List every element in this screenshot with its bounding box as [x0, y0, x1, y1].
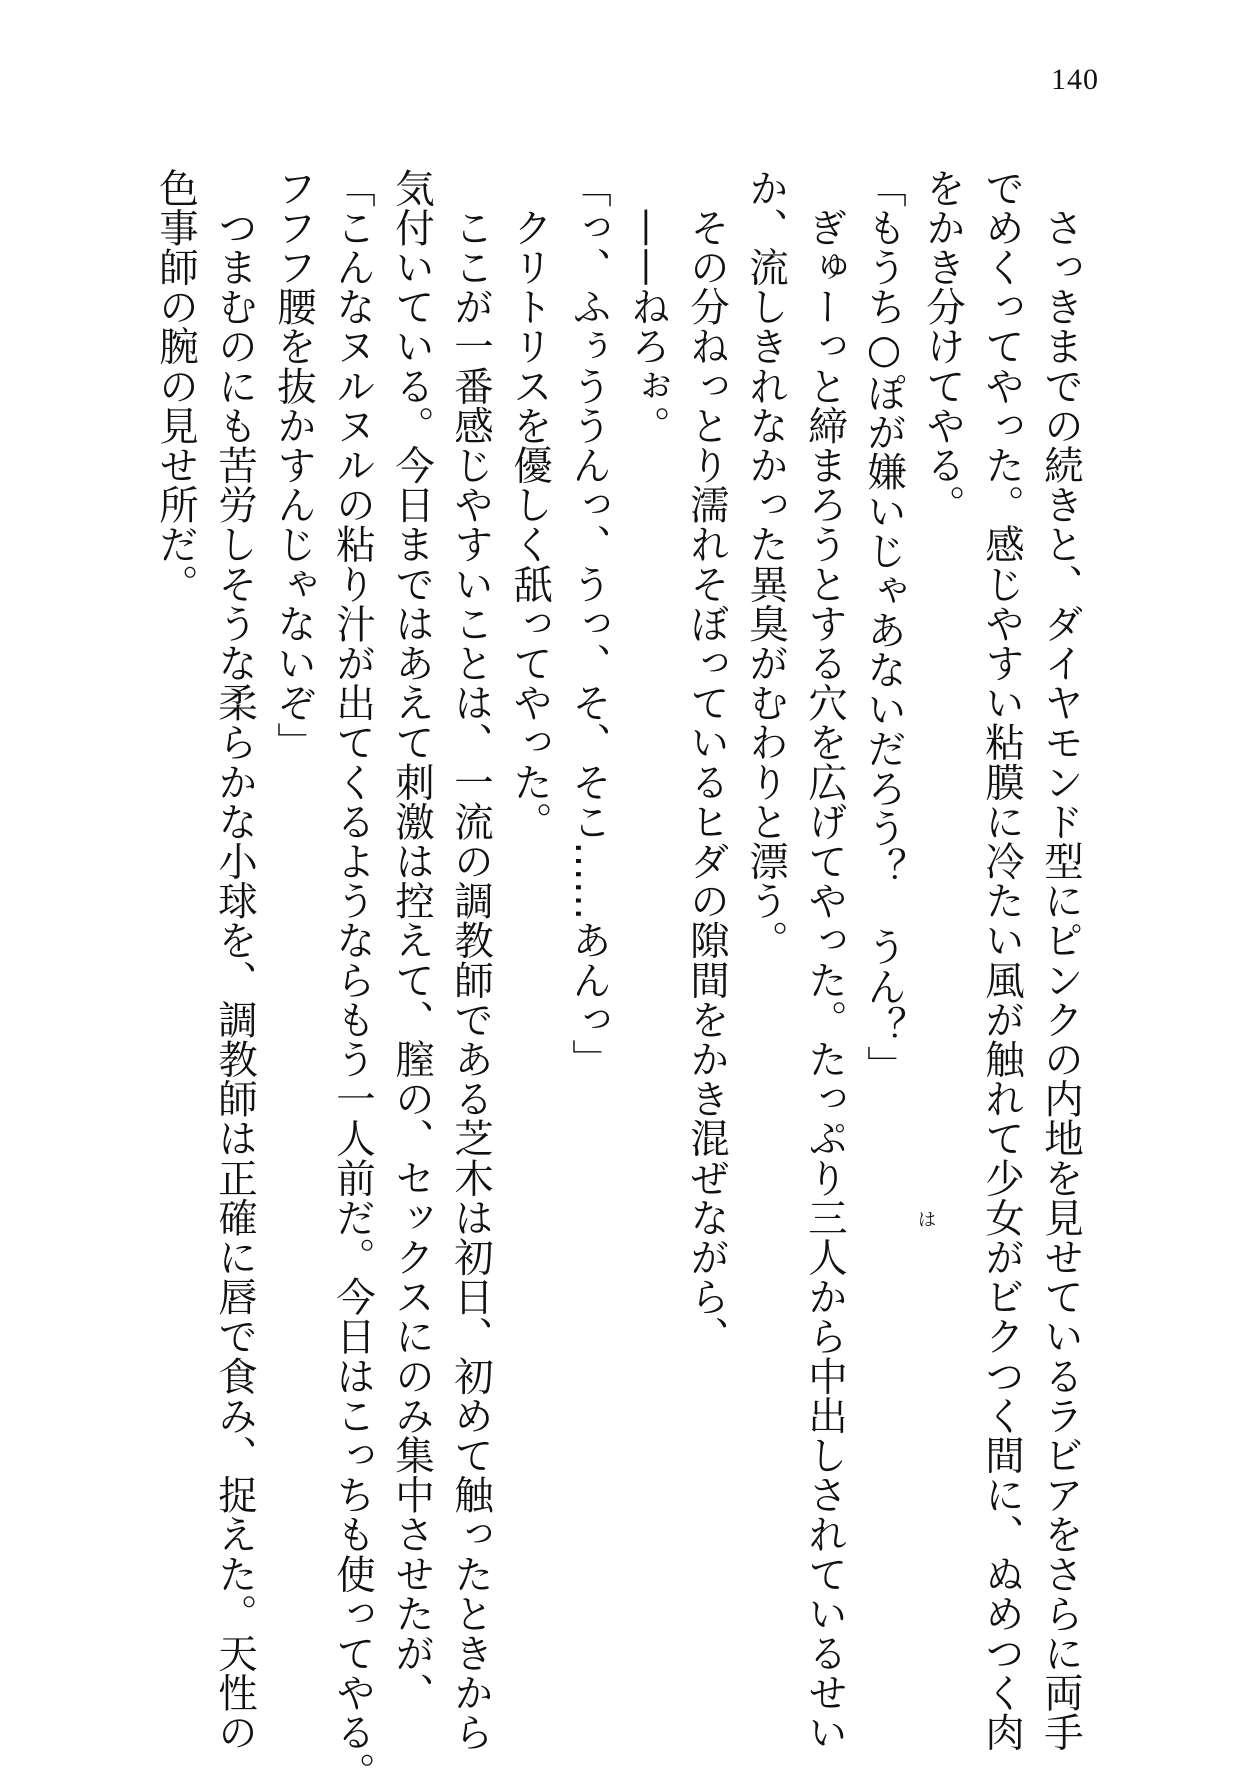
- text-line: か、流しきれなかった異臭がむわりと漂う。: [743, 168, 789, 960]
- text-line: 「もうち○ぽが嫌いじゃあないだろう？ うん？」: [861, 168, 907, 1086]
- text-line: をかき分けてやる。: [920, 168, 966, 525]
- text-line: ——ねろぉ。: [625, 168, 671, 446]
- text-line: フフフ腰を抜かすんじゃないぞ」: [271, 168, 317, 762]
- text-line: でめくってやった。感じやすい粘膜に冷たい風が触れて少女がビクつく間に、ぬめつく肉: [979, 168, 1025, 1752]
- ruby-annotation: は: [918, 1210, 936, 1231]
- vertical-text-body: [153, 168, 1090, 1792]
- text-line: 「っ、ふぅううんっ、うっ、そ、そこ……あんっ」: [566, 168, 612, 1079]
- text-line: つまむのにも苦労しそうな柔らかな小球を、調教師は正確に唇で食み、捉えた。天性の: [212, 168, 258, 1752]
- text-line: その分ねっとり濡れそぼっているヒダの隙間をかき混ぜながら、: [684, 168, 730, 1356]
- text-line: 「こんなヌルヌルの粘り汁が出てくるようならもう一人前だ。今日はこっちも使ってやる。: [330, 168, 376, 1792]
- text-line: ここが一番感じやすいことは、一流の調教師である芝木は初日、初めて触ったときから: [448, 168, 494, 1752]
- text-line: 気付いている。今日まではあえて刺激は控えて、膣の、セックスにのみ集中させたが、: [389, 168, 435, 1713]
- text-line: ぎゅーっと締まろうとする穴を広げてやった。たっぷり三人から中出しされているせい: [802, 168, 848, 1752]
- text-line: さっきまでの続きと、ダイヤモンド型にピンクの内地を見せているラビアをさらに両手: [1038, 168, 1084, 1752]
- text-line: 色事師の腕の見せ所だ。: [153, 168, 199, 604]
- page-number: 140: [1051, 63, 1099, 96]
- text-line: クリトリスを優しく舐ってやった。: [507, 168, 553, 842]
